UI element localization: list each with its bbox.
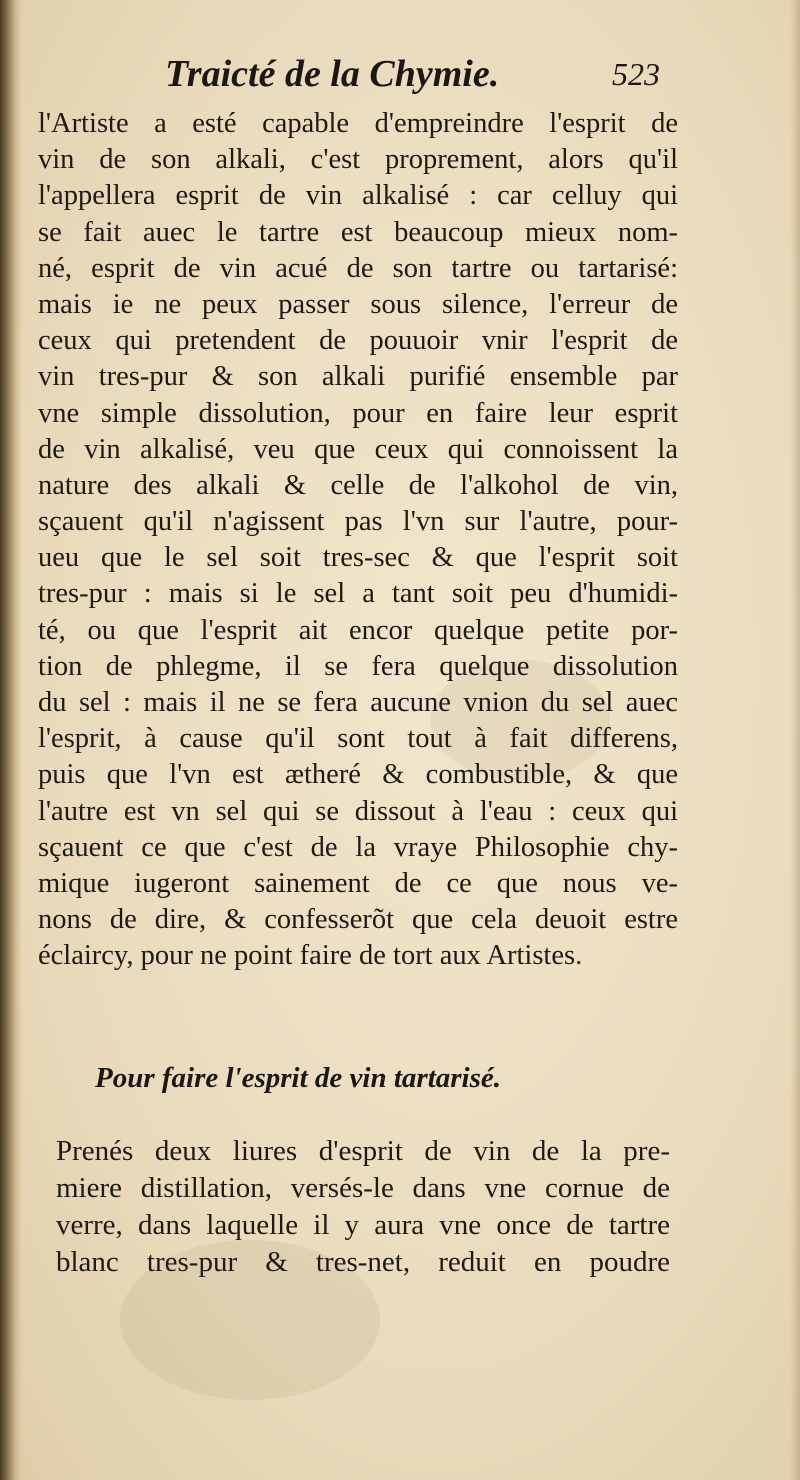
- page-edge-shadow: [790, 0, 800, 1480]
- text-line: vin tres-pur & son alkali purifié ensemble par: [38, 361, 678, 393]
- page-number: 523: [612, 56, 660, 92]
- text-line: ueu que le sel soit tres-sec & que l'esprit soit: [38, 542, 678, 574]
- text-line: vne simple dissolution, pour en faire leur esprit: [38, 397, 678, 429]
- text-line: l'autre est vn sel qui se dissout à l'eau : ceux qui: [38, 795, 678, 827]
- text-line: sçauent qu'il n'agissent pas l'vn sur l'autre, pour-: [38, 506, 678, 538]
- text-line: Prenés deux liures d'esprit de vin de la pre-: [56, 1135, 670, 1167]
- text-line: né, esprit de vin acué de son tartre ou tartarisé:: [38, 252, 678, 284]
- text-line: mais ie ne peux passer sous silence, l'erreur de: [38, 288, 678, 320]
- text-line: du sel : mais il ne se fera aucune vnion du sel auec: [38, 687, 678, 718]
- text-line: se fait auec le tartre est beaucoup mieux nom-: [38, 216, 678, 248]
- binding-gutter: [0, 0, 22, 1480]
- text-line: ceux qui pretendent de pouuoir vnir l'esprit de: [38, 325, 678, 357]
- paragraph-2: [56, 1133, 670, 1281]
- paragraph-1: [38, 106, 678, 975]
- text-line: nons de dire, & confesserõt que cela deuoit estre: [38, 904, 678, 936]
- text-line: verre, dans laquelle il y aura vne once de tartre: [56, 1209, 670, 1241]
- text-line: mique iugeront sainement de ce que nous ve-: [38, 867, 678, 899]
- text-line: sçauent ce que c'est de la vraye Philosophie chy-: [38, 831, 678, 863]
- running-head: [0, 52, 800, 96]
- text-line: vin de son alkali, c'est proprement, alors qu'il: [38, 144, 678, 176]
- text-line: blanc tres-pur & tres-net, reduit en poudre: [56, 1246, 670, 1278]
- text-line: éclaircy, pour ne point faire de tort aux Artistes.: [38, 940, 583, 972]
- section-heading: Pour faire l'esprit de vin tartarisé.: [95, 1062, 501, 1094]
- text-line: tion de phlegme, il se fera quelque dissolution: [38, 650, 678, 682]
- running-title: Traicté de la Chymie.: [165, 53, 500, 95]
- text-line: miere distillation, versés-le dans vne cornue de: [56, 1172, 670, 1204]
- text-line: de vin alkalisé, veu que ceux qui connoissent la: [38, 433, 678, 465]
- text-line: puis que l'vn est ætheré & combustible, & que: [38, 759, 678, 791]
- text-line: nature des alkali & celle de l'alkohol de vin,: [38, 469, 678, 501]
- text-line: l'esprit, à cause qu'il sont tout à fait differens,: [38, 723, 678, 755]
- text-line: l'Artiste a esté capable d'empreindre l'esprit de: [38, 108, 678, 139]
- text-line: té, ou que l'esprit ait encor quelque petite por-: [38, 614, 678, 646]
- text-line: tres-pur : mais si le sel a tant soit peu d'humidi-: [38, 578, 678, 610]
- text-line: l'appellera esprit de vin alkalisé : car celluy qui: [38, 180, 678, 212]
